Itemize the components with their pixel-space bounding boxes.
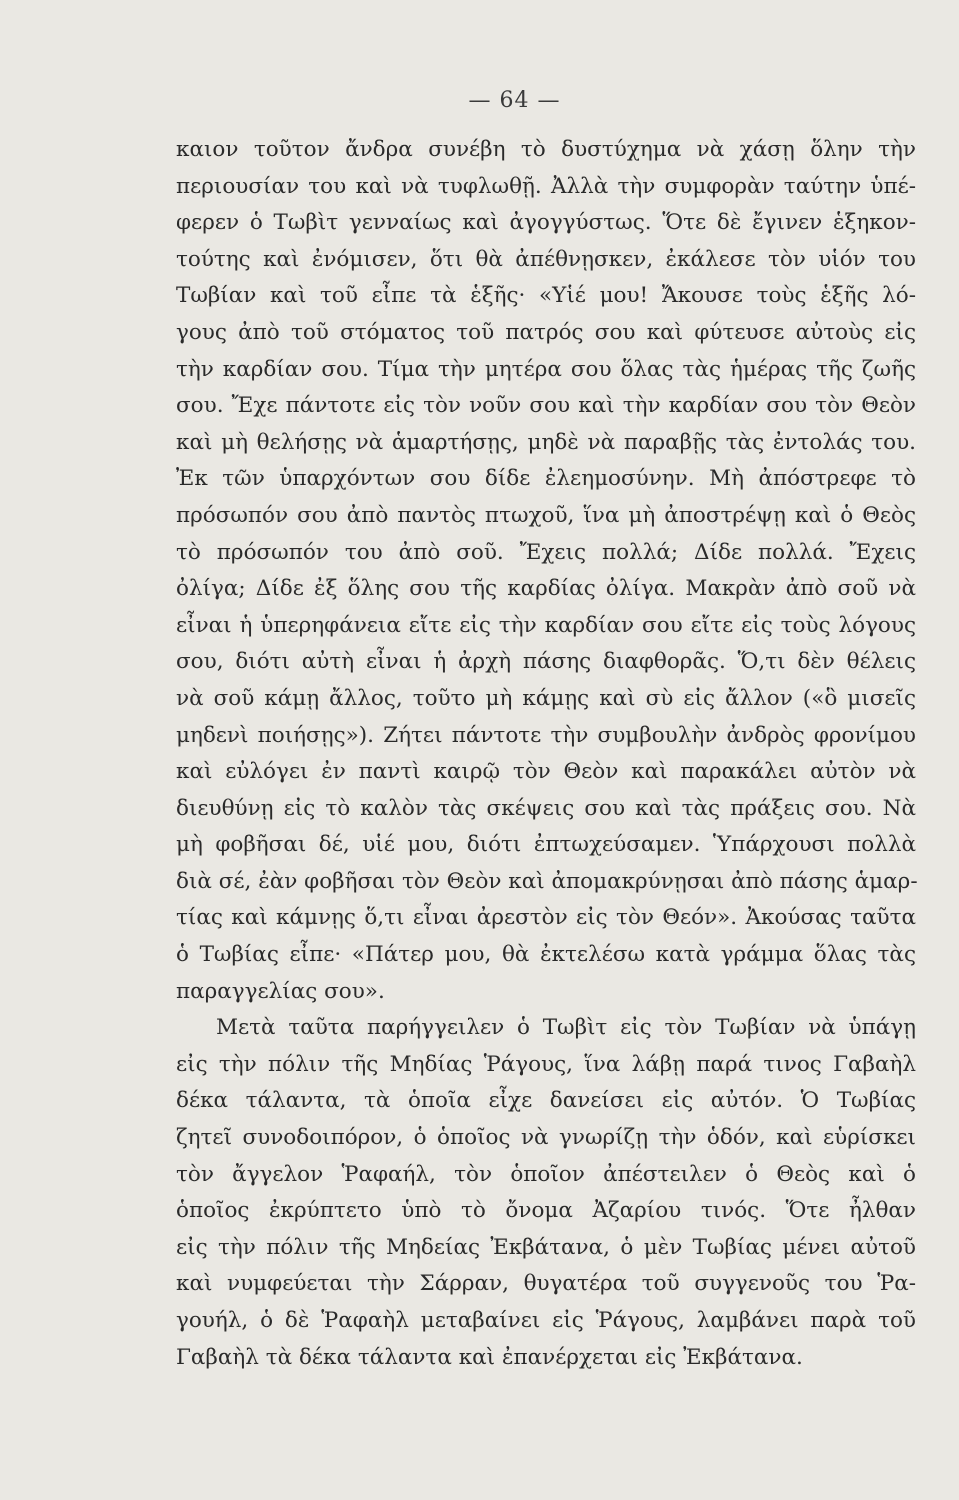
text-line: σου. Ἔχε πάντοτε εἰς τὸν νοῦν σου καὶ τὴν καρδίαν σου τὸν Θεὸν xyxy=(176,393,916,419)
text-line: διὰ σέ, ἐὰν φοβῆσαι τὸν Θεὸν καὶ ἀπομακρύνῃσαι ἀπὸ πάσης ἁμαρ- xyxy=(176,868,918,894)
text-line: τίας καὶ κάμνῃς ὅ,τι εἶναι ἀρεστὸν εἰς τὸν Θεόν». Ἀκούσας ταῦτα xyxy=(176,905,916,931)
text-line: μὴ φοβῆσαι δέ, υἱέ μου, διότι ἐπτωχεύσαμεν. Ὑπάρχουσι πολλὰ xyxy=(176,832,916,858)
text-line: Γαβαὴλ τὰ δέκα τάλαντα καὶ ἐπανέρχεται εἰς Ἐκβάτανα. xyxy=(176,1344,803,1370)
text-line: τὸν ἄγγελον Ῥαφαήλ, τὸν ὁποῖον ἀπέστειλεν ὁ Θεὸς καὶ ὁ xyxy=(176,1161,916,1187)
text-line: ζητεῖ συνοδοιπόρον, ὁ ὁποῖος νὰ γνωρίζῃ τὴν ὁδόν, καὶ εὑρίσκει xyxy=(176,1125,916,1151)
text-line: γουήλ, ὁ δὲ Ῥαφαὴλ μεταβαίνει εἰς Ῥάγους, λαμβάνει παρὰ τοῦ xyxy=(176,1308,916,1333)
text-line: ὁποῖος ἐκρύπτετο ὑπὸ τὸ ὄνομα Ἀζαρίου τινός. Ὅτε ἦλθαν xyxy=(176,1198,916,1224)
text-line: εἰς τὴν πόλιν τῆς Μηδίας Ῥάγους, ἵνα λάβῃ παρά τινος Γαβαὴλ xyxy=(176,1051,916,1077)
text-line: περιουσίαν του καὶ νὰ τυφλωθῇ. Ἀλλὰ τὴν συμφορὰν ταύτην ὑπέ- xyxy=(176,173,916,199)
text-line: Τωβίαν καὶ τοῦ εἶπε τὰ ἑξῆς· «Υἱέ μου! Ἄκουσε τοὺς ἑξῆς λό- xyxy=(176,283,916,309)
text-line: ὁ Τωβίας εἶπε· «Πάτερ μου, θὰ ἐκτελέσω κατὰ γράμμα ὅλας τὰς xyxy=(176,942,916,968)
text-line: μηδενὶ ποιήσῃς»). Ζήτει πάντοτε τὴν συμβουλὴν ἀνδρὸς φρονίμου xyxy=(176,722,916,748)
paragraph-1 xyxy=(176,132,916,1010)
text-line: φερεν ὁ Τωβὶτ γενναίως καὶ ἀγογγύστως. Ὅτε δὲ ἔγινεν ἑξηκον- xyxy=(176,210,916,236)
text-line: καὶ μὴ θελήσῃς νὰ ἁμαρτήσῃς, μηδὲ νὰ παραβῇς τὰς ἐντολάς του. xyxy=(176,429,916,455)
text-line: τὴν καρδίαν σου. Τίμα τὴν μητέρα σου ὅλας τὰς ἡμέρας τῆς ζωῆς xyxy=(176,356,916,382)
body-text xyxy=(176,132,916,1376)
text-line: τὸ πρόσωπόν του ἀπὸ σοῦ. Ἔχεις πολλά; Δίδε πολλά. Ἔχεις xyxy=(176,539,916,565)
text-line: διευθύνῃ εἰς τὸ καλὸν τὰς σκέψεις σου καὶ τὰς πράξεις σου. Νὰ xyxy=(176,795,916,821)
page-number: — 64 — xyxy=(468,88,561,113)
text-line: καὶ νυμφεύεται τὴν Σάρραν, θυγατέρα τοῦ συγγενοῦς του Ῥα- xyxy=(176,1271,916,1297)
text-line: δέκα τάλαντα, τὰ ὁποῖα εἶχε δανείσει εἰς αὐτόν. Ὁ Τωβίας xyxy=(176,1088,916,1114)
text-line: εἶναι ἡ ὑπερηφάνεια εἴτε εἰς τὴν καρδίαν σου εἴτε εἰς τοὺς λόγους xyxy=(176,612,916,638)
text-line: σου, διότι αὐτὴ εἶναι ἡ ἀρχὴ πάσης διαφθορᾶς. Ὅ,τι δὲν θέλεις xyxy=(176,649,916,675)
text-line: παραγγελίας σου». xyxy=(176,978,385,1004)
paragraph-2 xyxy=(176,1010,916,1376)
text-line: νὰ σοῦ κάμῃ ἄλλος, τοῦτο μὴ κάμῃς καὶ σὺ εἰς ἄλλον («ὃ μισεῖς xyxy=(176,685,916,711)
text-line: εἰς τὴν πόλιν τῆς Μηδείας Ἐκβάτανα, ὁ μὲν Τωβίας μένει αὐτοῦ xyxy=(176,1234,916,1260)
text-line: καιον τοῦτον ἄνδρα συνέβη τὸ δυστύχημα νὰ χάσῃ ὅλην τὴν xyxy=(176,137,916,162)
text-line: τούτης καὶ ἐνόμισεν, ὅτι θὰ ἀπέθνῃσκεν, ἐκάλεσε τὸν υἱόν του xyxy=(176,246,916,272)
text-line: ὀλίγα; Δίδε ἐξ ὅλης σου τῆς καρδίας ὀλίγα. Μακρὰν ἀπὸ σοῦ νὰ xyxy=(176,576,916,602)
text-line: γους ἀπὸ τοῦ στόματος τοῦ πατρός σου καὶ φύτευσε αὐτοὺς εἰς xyxy=(176,319,916,345)
text-line: πρόσωπόν σου ἀπὸ παντὸς πτωχοῦ, ἵνα μὴ ἀποστρέψῃ καὶ ὁ Θεὸς xyxy=(176,502,916,528)
text-line: Ἐκ τῶν ὑπαρχόντων σου δίδε ἐλεημοσύνην. Μὴ ἀπόστρεφε τὸ xyxy=(176,466,916,492)
text-line: Μετὰ ταῦτα παρήγγειλεν ὁ Τωβὶτ εἰς τὸν Τωβίαν νὰ ὑπάγῃ xyxy=(216,1015,916,1041)
text-line: καὶ εὐλόγει ἐν παντὶ καιρῷ τὸν Θεὸν καὶ παρακάλει αὐτὸν νὰ xyxy=(176,759,916,785)
